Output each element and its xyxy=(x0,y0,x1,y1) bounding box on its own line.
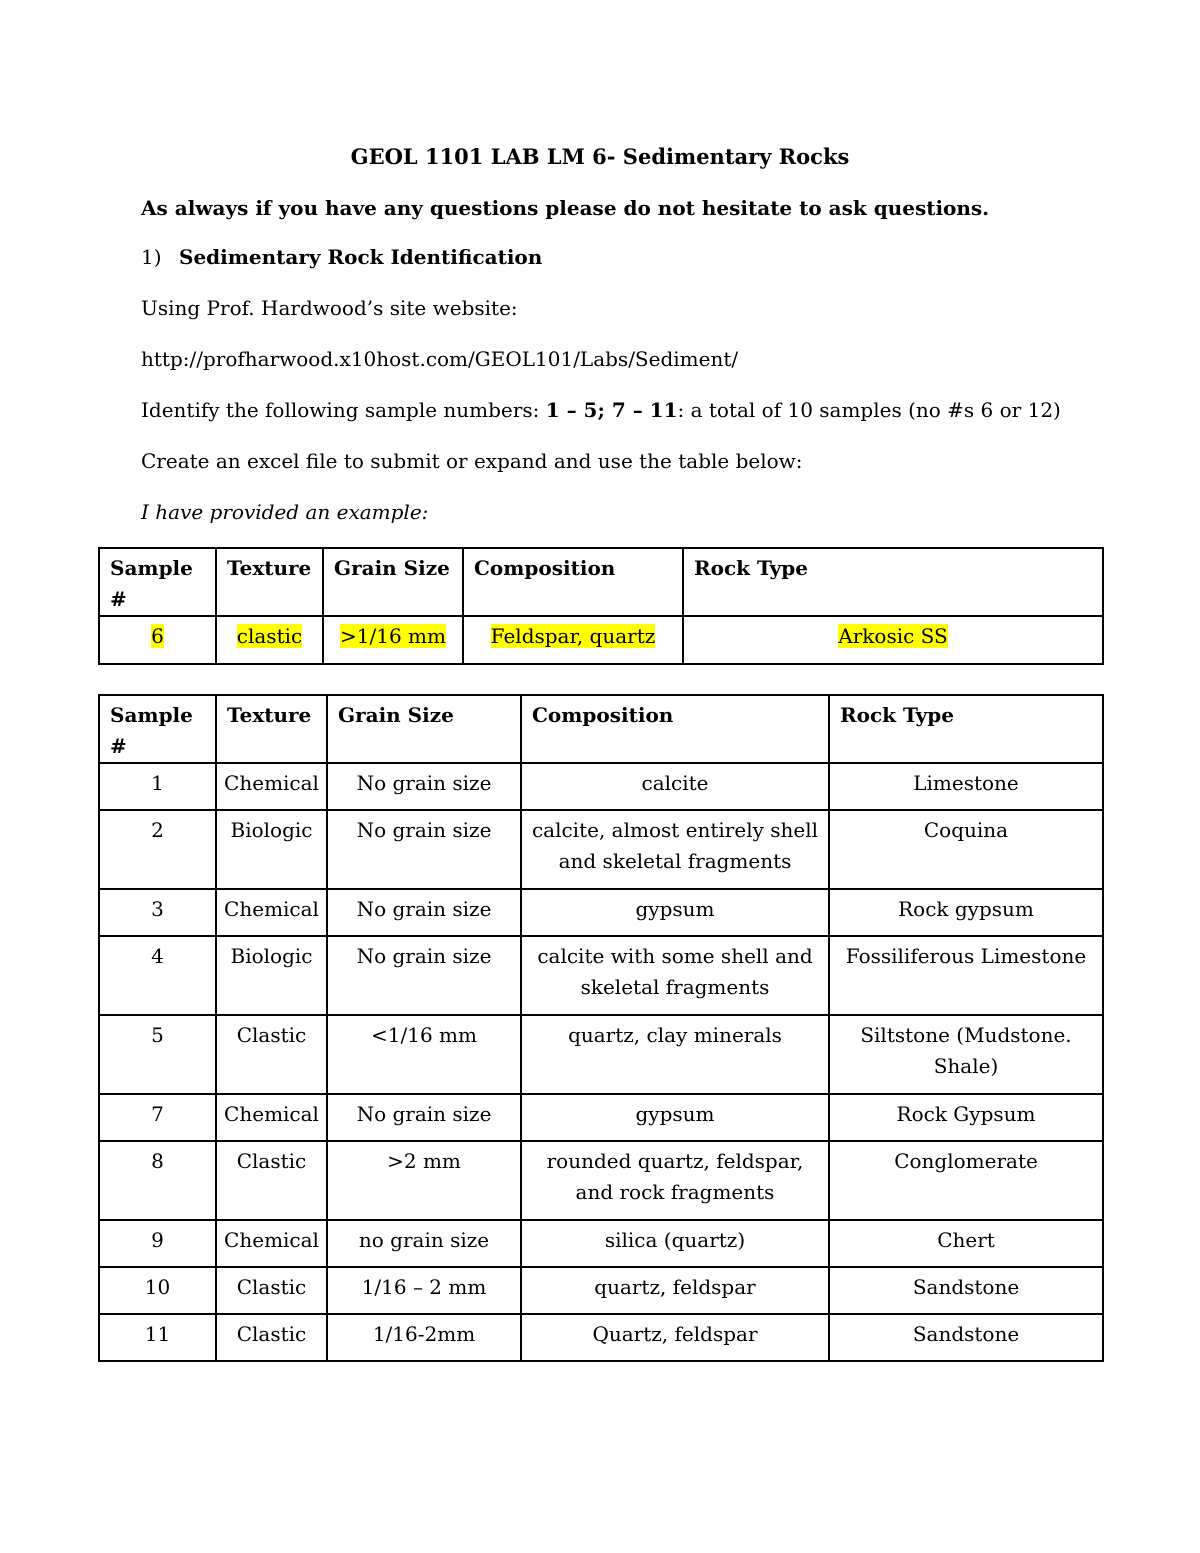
cell-texture: Clastic xyxy=(216,1141,327,1220)
table-row xyxy=(99,889,1103,936)
highlighted-value: clastic xyxy=(236,624,303,648)
header-texture: Texture xyxy=(216,695,327,763)
table-row xyxy=(99,936,1103,1015)
header-rock-type: Rock Type xyxy=(829,695,1103,763)
identify-line xyxy=(141,398,1061,422)
example-cell-composition xyxy=(463,616,683,664)
cell-rock-type: Sandstone xyxy=(829,1314,1103,1361)
section-number: 1) xyxy=(141,245,162,269)
cell-grain-size: no grain size xyxy=(327,1220,521,1267)
cell-sample-number: 11 xyxy=(99,1314,216,1361)
cell-grain-size: >2 mm xyxy=(327,1141,521,1220)
example-header-row xyxy=(99,548,1103,616)
cell-grain-size: No grain size xyxy=(327,936,521,1015)
cell-grain-size: 1/16 – 2 mm xyxy=(327,1267,521,1314)
table-row xyxy=(99,1267,1103,1314)
cell-rock-type: Siltstone (Mudstone. Shale) xyxy=(829,1015,1103,1094)
example-cell-sample-number xyxy=(99,616,216,664)
identify-range-b: 7 – 11 xyxy=(611,398,678,422)
cell-grain-size: No grain size xyxy=(327,1094,521,1141)
header-grain-size: Grain Size xyxy=(327,695,521,763)
create-line: Create an excel file to submit or expand and use the table below: xyxy=(141,449,803,473)
highlighted-value: 6 xyxy=(151,624,164,648)
example-cell-grain-size xyxy=(323,616,463,664)
cell-composition: quartz, clay minerals xyxy=(521,1015,829,1094)
cell-composition: Quartz, feldspar xyxy=(521,1314,829,1361)
header-sample-number: Sample # xyxy=(99,695,216,763)
cell-texture: Chemical xyxy=(216,1220,327,1267)
cell-composition: gypsum xyxy=(521,889,829,936)
example-cell-texture xyxy=(216,616,323,664)
using-line: Using Prof. Hardwood’s site website: xyxy=(141,296,518,320)
example-header-composition: Composition xyxy=(463,548,683,616)
cell-rock-type: Fossiliferous Limestone xyxy=(829,936,1103,1015)
samples-header-row xyxy=(99,695,1103,763)
cell-sample-number: 1 xyxy=(99,763,216,810)
cell-grain-size: No grain size xyxy=(327,810,521,889)
example-header-grain-size: Grain Size xyxy=(323,548,463,616)
cell-sample-number: 3 xyxy=(99,889,216,936)
cell-rock-type: Sandstone xyxy=(829,1267,1103,1314)
highlighted-value: >1/16 mm xyxy=(340,624,446,648)
table-row xyxy=(99,763,1103,810)
table-row xyxy=(99,1314,1103,1361)
cell-rock-type: Limestone xyxy=(829,763,1103,810)
cell-rock-type: Chert xyxy=(829,1220,1103,1267)
cell-texture: Chemical xyxy=(216,1094,327,1141)
identify-prefix: Identify the following sample numbers: xyxy=(141,398,546,422)
site-url[interactable]: http://profharwood.x10host.com/GEOL101/Labs/Sediment/ xyxy=(141,347,739,371)
cell-composition: gypsum xyxy=(521,1094,829,1141)
table-row xyxy=(99,810,1103,889)
highlighted-value: Feldspar, quartz xyxy=(490,624,656,648)
cell-texture: Chemical xyxy=(216,763,327,810)
cell-sample-number: 2 xyxy=(99,810,216,889)
identify-suffix: : a total of 10 samples (no #s 6 or 12) xyxy=(677,398,1061,422)
highlighted-value: Arkosic SS xyxy=(838,624,948,648)
table-row xyxy=(99,1220,1103,1267)
cell-sample-number: 7 xyxy=(99,1094,216,1141)
cell-composition: calcite xyxy=(521,763,829,810)
table-row xyxy=(99,1141,1103,1220)
cell-rock-type: Rock gypsum xyxy=(829,889,1103,936)
cell-texture: Clastic xyxy=(216,1015,327,1094)
cell-sample-number: 5 xyxy=(99,1015,216,1094)
cell-sample-number: 4 xyxy=(99,936,216,1015)
example-header-sample-number: Sample # xyxy=(99,548,216,616)
cell-texture: Clastic xyxy=(216,1314,327,1361)
header-composition: Composition xyxy=(521,695,829,763)
cell-grain-size: <1/16 mm xyxy=(327,1015,521,1094)
table-row xyxy=(99,1094,1103,1141)
example-header-texture: Texture xyxy=(216,548,323,616)
intro-text: As always if you have any questions please do not hesitate to ask questions. xyxy=(141,196,990,220)
example-data-row xyxy=(99,616,1103,664)
section-heading xyxy=(141,245,542,269)
cell-texture: Chemical xyxy=(216,889,327,936)
cell-texture: Biologic xyxy=(216,810,327,889)
cell-composition: silica (quartz) xyxy=(521,1220,829,1267)
cell-grain-size: 1/16-2mm xyxy=(327,1314,521,1361)
section-title: Sedimentary Rock Identification xyxy=(179,245,543,269)
cell-grain-size: No grain size xyxy=(327,763,521,810)
identify-range-a: 1 – 5 xyxy=(545,398,598,422)
cell-rock-type: Rock Gypsum xyxy=(829,1094,1103,1141)
example-cell-rock-type xyxy=(683,616,1103,664)
cell-composition: calcite with some shell and skeletal fragments xyxy=(521,936,829,1015)
identify-sep: ; xyxy=(597,398,612,422)
cell-composition: calcite, almost entirely shell and skeletal fragments xyxy=(521,810,829,889)
cell-grain-size: No grain size xyxy=(327,889,521,936)
cell-rock-type: Conglomerate xyxy=(829,1141,1103,1220)
samples-table xyxy=(98,694,1104,1362)
example-line: I have provided an example: xyxy=(141,500,429,524)
cell-texture: Clastic xyxy=(216,1267,327,1314)
cell-composition: rounded quartz, feldspar, and rock fragments xyxy=(521,1141,829,1220)
example-header-rock-type: Rock Type xyxy=(683,548,1103,616)
cell-rock-type: Coquina xyxy=(829,810,1103,889)
cell-sample-number: 8 xyxy=(99,1141,216,1220)
cell-texture: Biologic xyxy=(216,936,327,1015)
cell-sample-number: 10 xyxy=(99,1267,216,1314)
cell-composition: quartz, feldspar xyxy=(521,1267,829,1314)
cell-sample-number: 9 xyxy=(99,1220,216,1267)
page-title: GEOL 1101 LAB LM 6- Sedimentary Rocks xyxy=(350,144,850,169)
example-table xyxy=(98,547,1104,665)
table-row xyxy=(99,1015,1103,1094)
